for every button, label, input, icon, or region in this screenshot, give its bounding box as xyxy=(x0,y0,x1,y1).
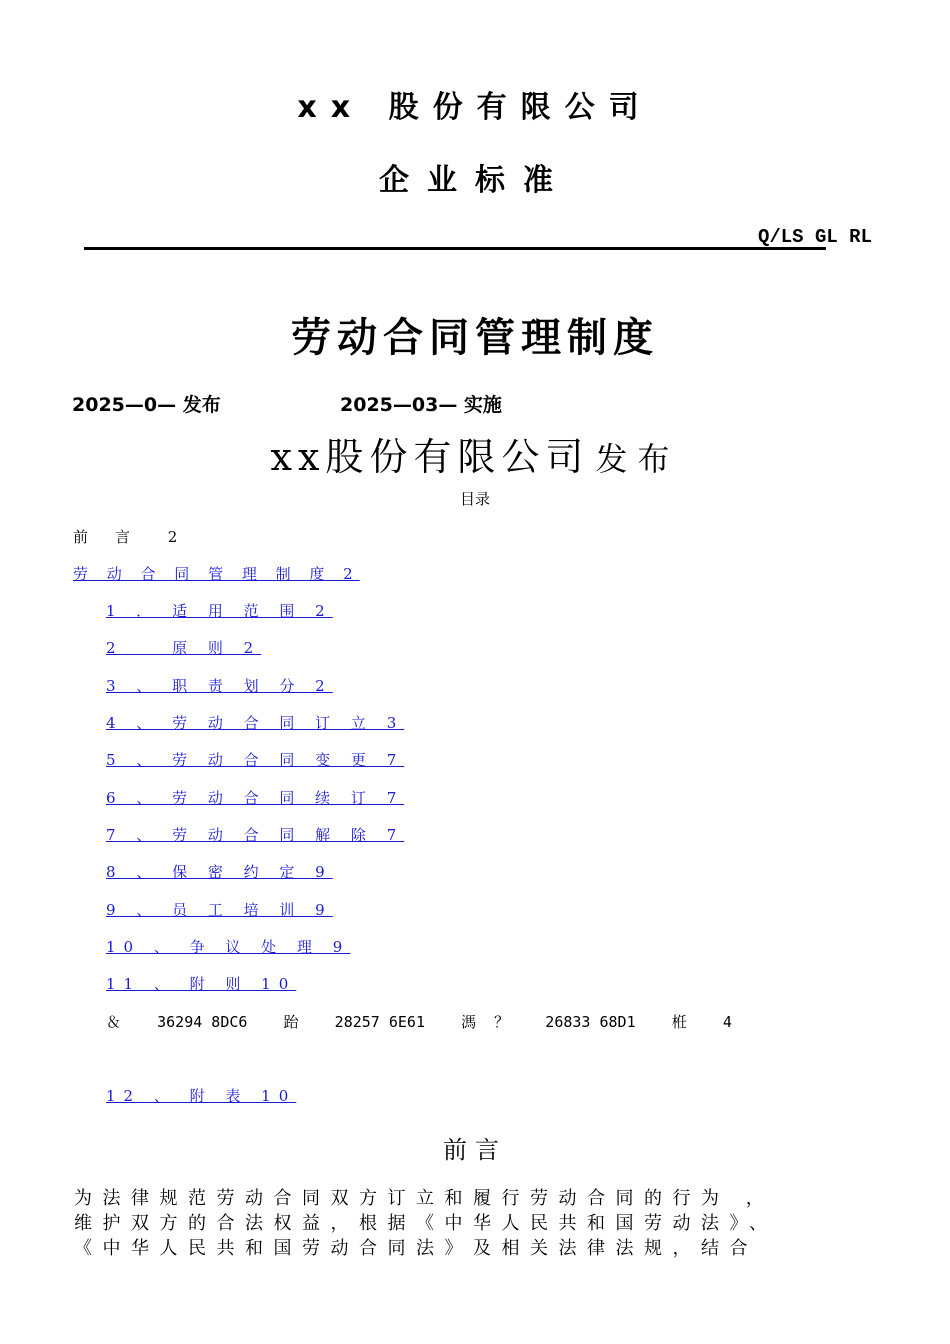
implement-date: 2025—03— 实施 xyxy=(340,394,502,416)
preface-line-3: 《中华人民共和国劳动合同法》及相关法律法规，结合 xyxy=(74,1238,758,1259)
toc-item-12[interactable]: 12 、 附 表 10 xyxy=(106,1087,297,1105)
toc-item-3[interactable]: 3 、 职 责 划 分 2 xyxy=(106,677,333,695)
header-rule xyxy=(84,247,826,250)
toc-item-title[interactable]: 劳 动 合 同 管 理 制 度 2 xyxy=(73,565,360,583)
standard-label: 企业标准 xyxy=(379,163,571,198)
toc-item-7[interactable]: 7 、 劳 动 合 同 解 除 7 xyxy=(106,826,405,844)
toc-item-10[interactable]: 10 、 争 议 处 理 9 xyxy=(106,938,351,956)
publisher-suffix: 发布 xyxy=(595,440,680,478)
toc-item-9[interactable]: 9 、 员 工 培 训 9 xyxy=(106,901,333,919)
preface-title: 前言 xyxy=(443,1136,507,1164)
toc-item-2[interactable]: 2 原 则 2 xyxy=(106,639,262,657)
publisher-line xyxy=(0,426,950,481)
toc-item-preface[interactable]: 前 言 2 xyxy=(73,528,184,546)
toc-heading: 目录 xyxy=(459,490,490,508)
toc-item-5[interactable]: 5 、 劳 动 合 同 变 更 7 xyxy=(106,751,405,769)
toc-item-11[interactable]: 11 、 附 则 10 xyxy=(106,975,297,993)
garbled-text-line: ＆ 36294 8DC6 跆 28257 6E61 溤 ？ 26833 68D1 栣 4 xyxy=(106,1013,732,1031)
standard-number: Q/LS GL RL xyxy=(757,226,872,248)
company-name: xx 股份有限公司 xyxy=(297,90,653,125)
toc-item-1[interactable]: 1 ． 适 用 范 围 2 xyxy=(106,602,333,620)
publish-date: 2025—0— 发布 xyxy=(72,394,221,416)
toc-item-6[interactable]: 6 、 劳 动 合 同 续 订 7 xyxy=(106,789,405,807)
toc-item-4[interactable]: 4 、 劳 动 合 同 订 立 3 xyxy=(106,714,405,732)
document-title: 劳动合同管理制度 xyxy=(291,315,659,361)
preface-line-2: 维护双方的合法权益，根据《中华人民共和国劳动法》、 xyxy=(74,1213,778,1234)
toc-item-8[interactable]: 8 、 保 密 约 定 9 xyxy=(106,863,333,881)
preface-line-1: 为法律规范劳动合同双方订立和履行劳动合同的行为 ， xyxy=(74,1188,775,1209)
date-line xyxy=(72,390,502,417)
publisher-name: xx股份有限公司 xyxy=(270,435,590,479)
